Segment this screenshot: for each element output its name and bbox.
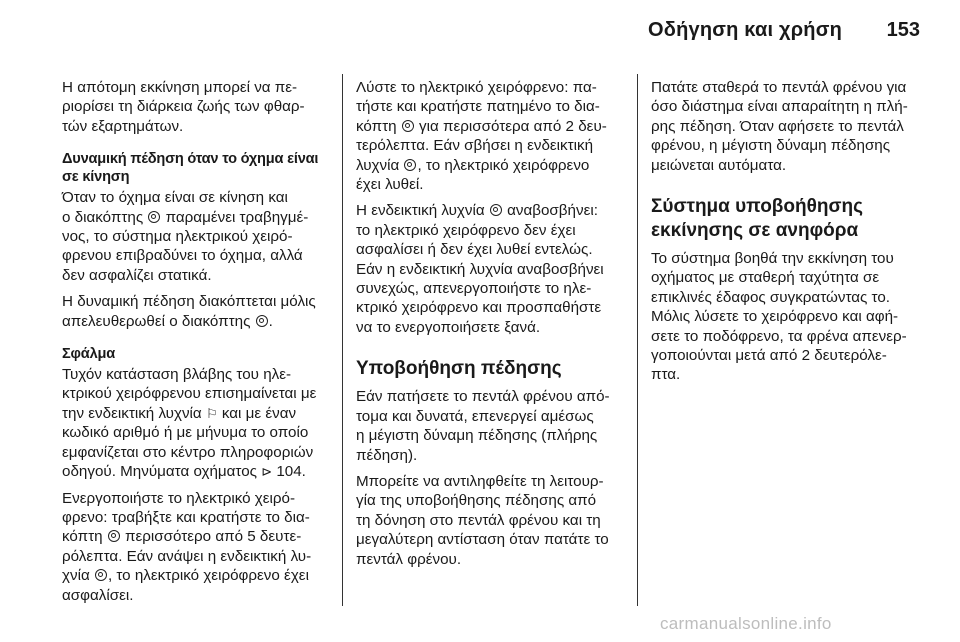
column-middle (356, 78, 624, 576)
brake-switch-icon (148, 211, 160, 223)
paragraph: Η ενδεικτική λυχνία αναβοσβήνει: το ηλεκτρικό χειρόφρενο δεν έχει ασφαλίσει ή δεν έχει λυθεί εντελώς. Εάν η ενδεικτική λυχνία αναβοσβήνει συνεχώς, απενεργοποιήστε το ηλε- κτρικό χειρόφρενο και προσπαθήστε να το ενεργοποιήσετε ξανά. (356, 202, 604, 336)
brake-warning-lamp-icon (95, 569, 107, 581)
paragraph: Πατάτε σταθερά το πεντάλ φρένου για όσο διάστημα είναι απαραίτητη η πλή- ρης πέδηση. Όταν αφήσετε το πεντάλ φρένου, η μέγιστη δύναμη πέδησης μειώνεται αυτόματα. (651, 79, 908, 174)
brake-warning-lamp-icon (490, 204, 502, 216)
paragraph: Εάν πατήσετε το πεντάλ φρένου από- τομα και δυνατά, επενεργεί αμέσως η μέγιστη δύναμη πέδησης (πλήρης πέδηση). (356, 388, 610, 464)
paragraph: Τυχόν κατάσταση βλάβης του ηλε- κτρικού χειρόφρενου επισημαίνεται με την ενδεικτική λυχνία ⚐ και με έναν κωδικό αριθμό ή με μήνυμα το οποίο εμφανίζεται στο κέντρο πληροφοριών οδηγού. Μηνύματα οχήματος ⊳ 104. (62, 366, 317, 481)
subheading-dynamic-braking: Δυναμική πέδηση όταν το όχημα είναι σε κίνηση (62, 151, 319, 186)
brake-switch-icon (402, 120, 414, 132)
page-title: Οδήγηση και χρήση (648, 19, 842, 41)
paragraph: Ενεργοποιήστε το ηλεκτρικό χειρό- φρενο: τραβήξτε και κρατήστε το δια- κόπτη περισσότερο από 5 δευτε- ρόλεπτα. Εάν ανάψει η ενδεικτική λυ- χνία , το ηλεκτρικό χειρόφρενο έχει ασφαλίσει. (62, 489, 312, 604)
paragraph: Η δυναμική πέδηση διακόπτεται μόλις απελευθερωθεί ο διακόπτης . (62, 293, 316, 330)
brake-switch-icon (256, 315, 268, 327)
column-left (62, 78, 330, 612)
subheading-fault: Σφάλμα (62, 346, 115, 363)
column-divider (342, 74, 343, 606)
column-right (651, 78, 919, 392)
column-divider (637, 74, 638, 606)
paragraph: Λύστε το ηλεκτρικό χειρόφρενο: πα- τήστε και κρατήστε πατημένο το δια- κόπτη για περισσότερα από 2 δευ- τερόλεπτα. Εάν σβήσει η ενδεικτική λυχνία , το ηλεκτρικό χειρόφρενο έχει λυθεί. (356, 79, 607, 194)
brake-switch-icon (108, 530, 120, 542)
page-number: 153 (886, 19, 920, 41)
section-heading-hill-start-assist: Σύστημα υποβοήθησης εκκίνησης σε ανηφόρα (651, 196, 863, 242)
page-reference-icon: ⊳ (261, 464, 273, 480)
section-heading-brake-assist: Υποβοήθηση πέδησης (356, 358, 562, 380)
paragraph: Το σύστημα βοηθά την εκκίνηση του οχήματος με σταθερή ταχύτητα σε επικλινές έδαφος συγκρατώντας το. Μόλις λύσετε το χειρόφρενο και αφή- σετε το ποδόφρενο, τα φρένα απενερ- γοποιούνται μετά από 2 δευτερόλε- πτα. (651, 250, 907, 384)
brake-warning-lamp-icon (404, 159, 416, 171)
page-header (0, 0, 960, 62)
paragraph: Όταν το όχημα είναι σε κίνηση και ο διακόπτης παραμένει τραβηγμέ- νος, το σύστημα ηλεκτρικού χειρό- φρενου επιβραδύνει το όχημα, αλλά δεν ασφαλίζει στατικά. (62, 189, 309, 284)
watermark: carmanualsonline.info (660, 614, 832, 633)
paragraph: Η απότομη εκκίνηση μπορεί να πε- ριορίσει τη διάρκεια ζωής των φθαρ- τών εξαρτημάτων. (62, 79, 305, 135)
paragraph: Μπορείτε να αντιληφθείτε τη λειτουρ- γία της υποβοήθησης πέδησης από τη δόνηση στο πεντάλ φρένου και τη μεγαλύτερη αντίσταση όταν πατάτε το πεντάλ φρένου. (356, 472, 609, 568)
fault-lamp-icon: ⚐ (205, 405, 218, 421)
